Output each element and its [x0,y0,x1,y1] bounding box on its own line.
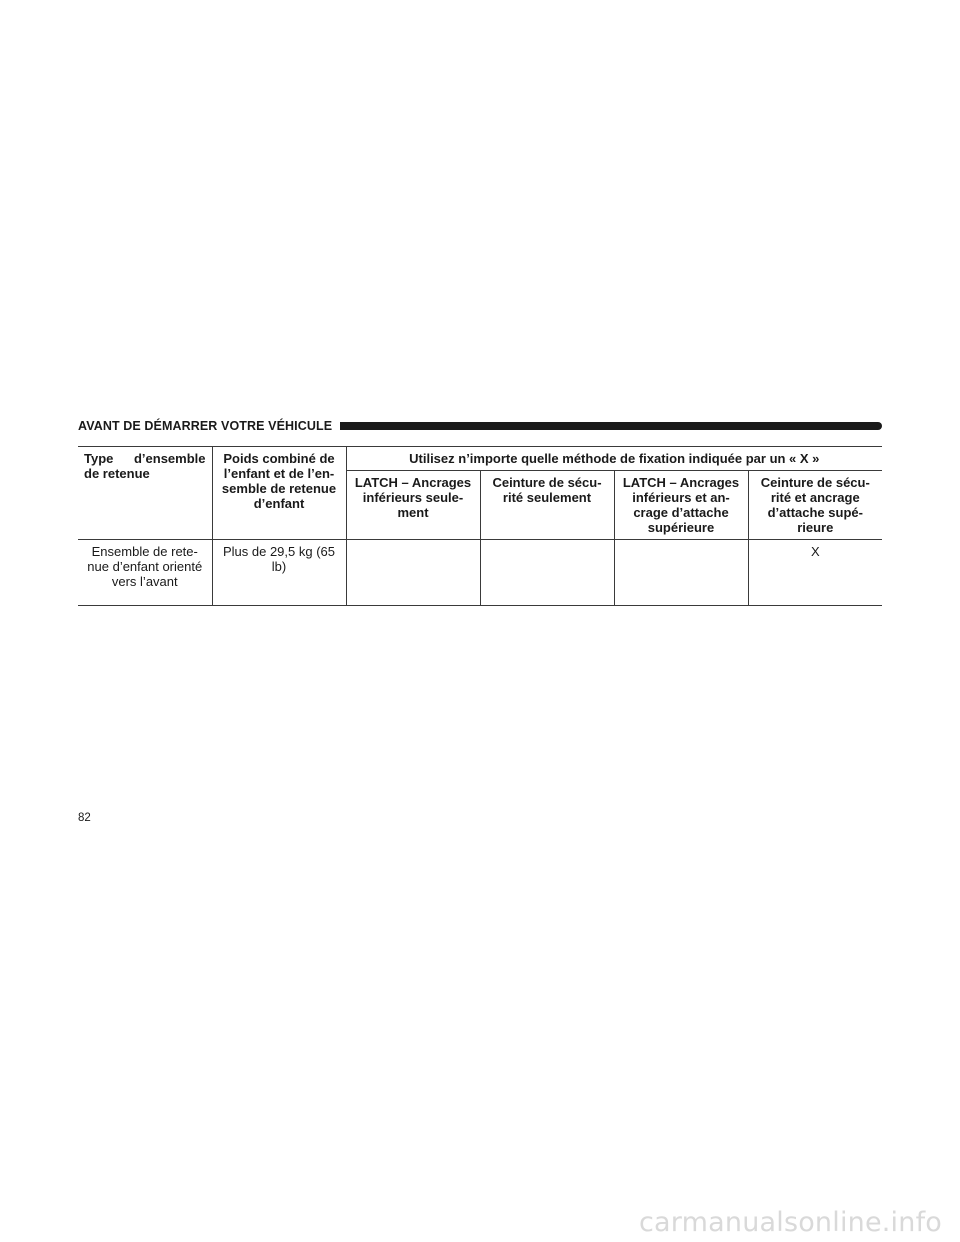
section-title: AVANT DE DÉMARRER VOTRE VÉHICULE [78,419,333,433]
header-restraint-type: Type d’ensemble de retenue [78,447,212,540]
section-header [78,418,882,434]
restraint-method-table [78,446,882,606]
table-row [78,540,882,606]
header-combined-weight: Poids combiné de l’enfant et de l’en-semble de retenue d’enfant [212,447,346,540]
table-header-row [78,447,882,471]
section-rule [340,422,882,430]
header-latch-lower-only: LATCH – Ancrages inférieurs seule-ment [346,471,480,540]
header-attachment-method-group: Utilisez n’importe quelle méthode de fixation indiquée par un « X » [346,447,882,471]
header-seat-belt-only: Ceinture de sécu-rité seulement [480,471,614,540]
cell-seat-belt-and-tether: X [748,540,882,606]
cell-restraint-type: Ensemble de rete-nue d’enfant orienté vers l’avant [78,540,212,606]
watermark: carmanualsonline.info [639,1207,942,1238]
cell-seat-belt-only [480,540,614,606]
cell-latch-and-tether [614,540,748,606]
header-latch-and-tether: LATCH – Ancrages inférieurs et an-crage d’attache supérieure [614,471,748,540]
cell-combined-weight: Plus de 29,5 kg (65 lb) [212,540,346,606]
page-number: 82 [78,812,91,824]
header-seat-belt-and-tether: Ceinture de sécu-rité et ancrage d’attache supé-rieure [748,471,882,540]
cell-latch-lower-only [346,540,480,606]
